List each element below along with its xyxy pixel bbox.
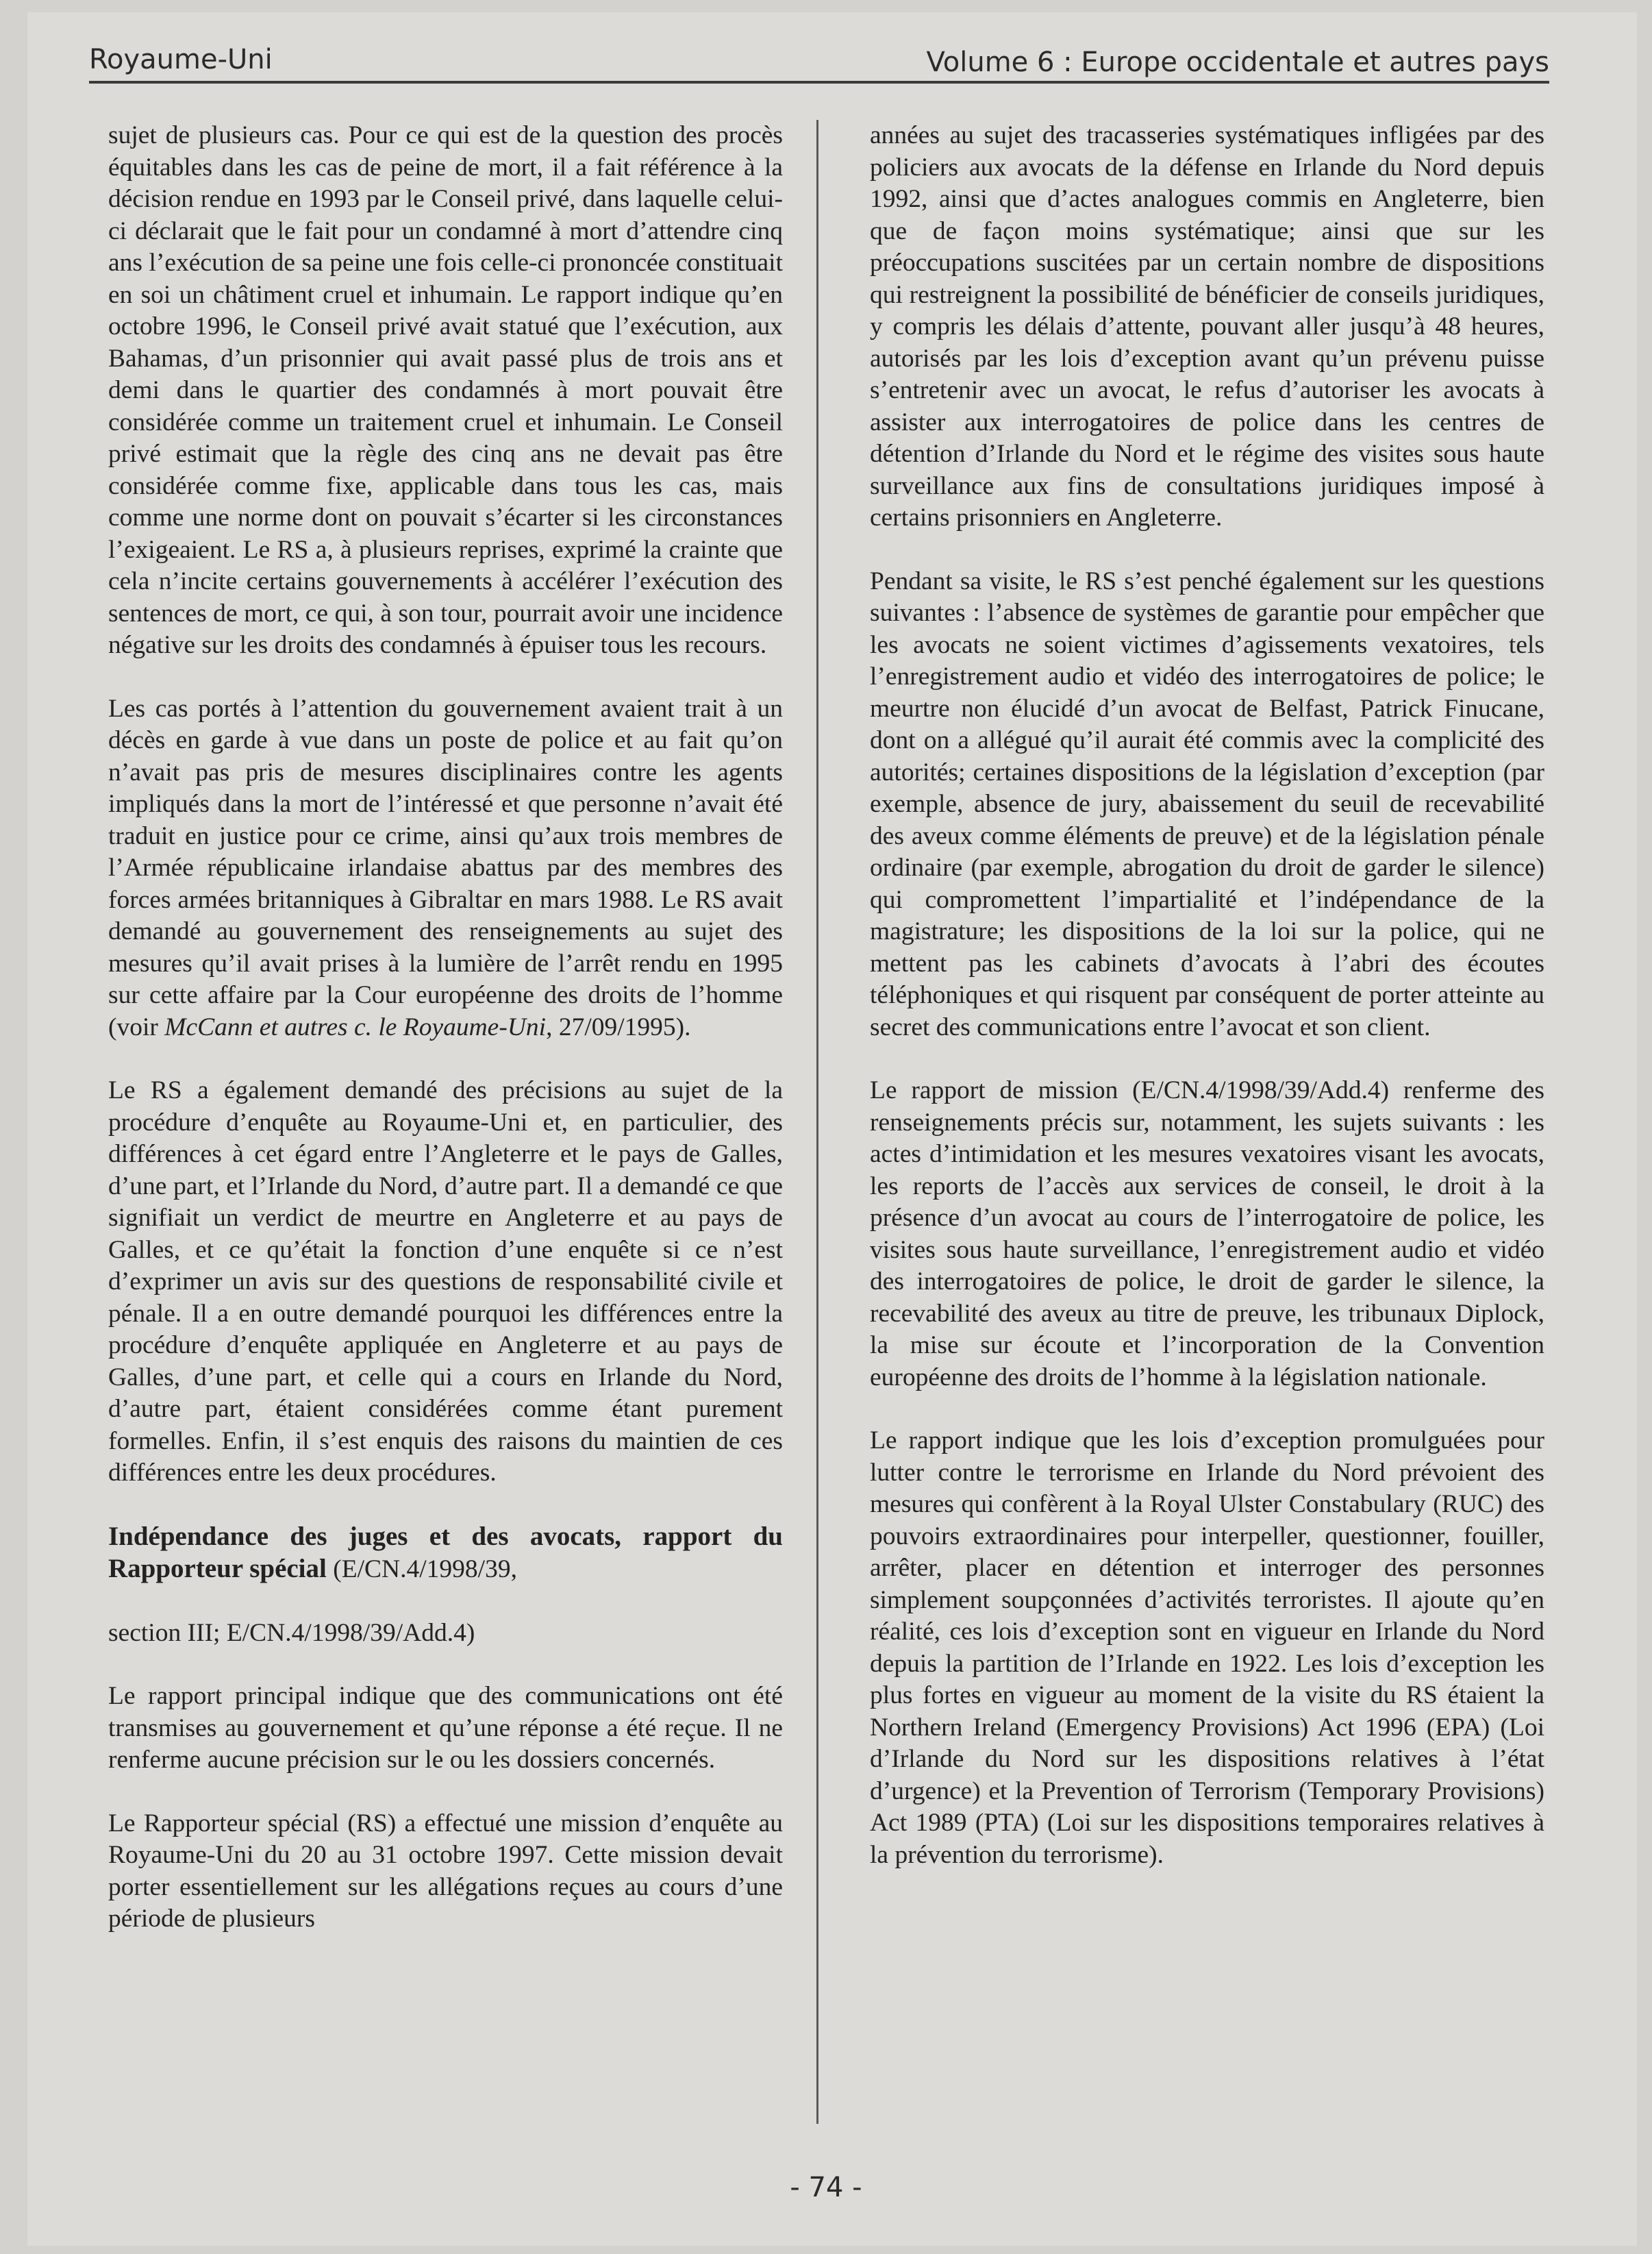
paragraph: années au sujet des tracasseries systématiques infligées par des policiers aux avocats de la défense en Irlande du Nord depuis 1992, ainsi que d’actes analogues commis en Angleterre, bien que de façon moins systématique; ainsi que sur les préoccupations suscitées par un certain nombre de dispositions qui restreignent la possibilité de bénéficier de conseils juridiques, y compris les délais d’attente, pouvant aller jusqu’à 48 heures, autorisés par les lois d’exception avant qu’un prévenu puisse s’entretenir avec un avocat, le refus d’autoriser les avocats à assister aux interrogatoires de police dans les centres de détention d’Irlande du Nord et le régime des visites sous haute surveillance aux fins de consultations juridiques imposé à certains prisonniers en Angleterre. bbox=[870, 121, 1544, 532]
section-heading-title: Indépendance des juges et des avocats, rapport du Rapporteur spécial bbox=[108, 1521, 783, 1583]
paragraph-text: Les cas portés à l’attention du gouvernement avaient trait à un décès en garde à vue dans un poste de police et au fait qu’on n’avait pas pris de mesures disciplinaires contre les agents impliqués dans la mort de l’intéressé et que personne n’avait été traduit en justice pour ce crime, ainsi qu’aux trois membres de l’Armée républicaine irlandaise abattus par des membres des forces armées britanniques à Gibraltar en mars 1988. Le RS avait demandé au gouvernement des renseignements au sujet des mesures qu’il avait prises à la lumière de l’arrêt rendu en 1995 sur cette affaire par la Cour européenne des droits de l’homme (voir bbox=[108, 694, 783, 1041]
right-column bbox=[870, 120, 1544, 1903]
paragraph: Le RS a également demandé des précisions au sujet de la procédure d’enquête au Royaume-Uni et, en particulier, des différences à cet égard entre l’Angleterre et le pays de Galles, d’une part, et l’Irlande du Nord, d’autre part. Il a demandé ce que signifiait un verdict de meurtre en Angleterre et au pays de Galles, et ce qu’était la fonction d’une enquête si ce n’est d’exprimer un avis sur des questions de responsabilité civile et pénale. Il a en outre demandé pourquoi les différences entre la procédure d’enquête appliquée en Angleterre et au pays de Galles, d’une part, et celle qui a cours en Irlande du Nord, d’autre part, étaient considérées comme étant purement formelles. Enfin, il s’est enquis des raisons du maintien de ces différences entre les deux procédures. bbox=[108, 1076, 783, 1487]
section-heading-reference: (E/CN.4/1998/39, bbox=[326, 1555, 517, 1583]
paragraph: Le rapport de mission (E/CN.4/1998/39/Add.4) renferme des renseignements précis sur, notamment, les sujets suivants : les actes d’intimidation et les mesures vexatoires visant les avocats, les reports de l’accès aux services de conseil, le droit à la présence d’un avocat au cours de l’interrogatoire de police, les visites sous haute surveillance, l’enregistrement audio et vidéo des interrogatoires de police, le droit de garder le silence, la recevabilité des aveux au titre de preuve, les tribunaux Diplock, la mise sur écoute et l’incorporation de la Convention européenne des droits de l’homme à la législation nationale. bbox=[870, 1076, 1544, 1391]
header-volume: Volume 6 : Europe occidentale et autres pays bbox=[926, 47, 1549, 78]
paragraph: sujet de plusieurs cas. Pour ce qui est de la question des procès équitables dans les cas de peine de mort, il a fait référence à la décision rendue en 1993 par le Conseil privé, dans laquelle celui-ci déclarait que le fait pour un condamné à mort d’attendre cinq ans l’exécution de sa peine une fois celle-ci prononcée constituait en soi un châtiment cruel et inhumain. Le rapport indique qu’en octobre 1996, le Conseil privé avait statué que l’exécution, aux Bahamas, d’un prisonnier qui avait passé plus de trois ans et demi dans le quartier des condamnés à mort pouvait être considérée comme un traitement cruel et inhumain. Le Conseil privé estimait que la règle des cinq ans ne devait pas être considérée comme fixe, applicable dans tous les cas, mais comme une norme dont on pouvait s’écarter si les circonstances l’exigeaient. Le RS a, à plusieurs reprises, exprimé la crainte que cela n’incite certains gouvernements à accélérer l’exécution des sentences de mort, ce qui, à son tour, pourrait avoir une incidence négative sur les droits des condamnés à épuiser tous les recours. bbox=[108, 121, 783, 659]
paragraph: Le rapport indique que les lois d’exception promulguées pour lutter contre le terrorisme en Irlande du Nord prévoient des mesures qui confèrent à la Royal Ulster Constabulary (RUC) des pouvoirs extraordinaires pour interpeller, questionner, fouiller, arrêter, placer en détention et interroger des personnes simplement soupçonnées d’activités terroristes. Il ajoute qu’en réalité, ces lois d’exception sont en vigueur en Irlande du Nord depuis la partition de l’Irlande en 1922. Les lois d’exception les plus fortes en vigueur au moment de la visite du RS étaient la Northern Ireland (Emergency Provisions) Act 1996 (EPA) (Loi d’Irlande du Nord sur les dispositions relatives à l’état d’urgence) et la Prevention of Terrorism (Temporary Provisions) Act 1989 (PTA) (Loi sur les dispositions temporaires relatives à la prévention du terrorisme). bbox=[870, 1426, 1544, 1869]
paragraph: Le rapport principal indique que des communications ont été transmises au gouvernement et qu’une réponse a été reçue. Il ne renferme aucune précision sur le ou les dossiers concernés. bbox=[108, 1682, 783, 1774]
paragraph: Le Rapporteur spécial (RS) a effectué une mission d’enquête au Royaume-Uni du 20 au 31 octobre 1997. Cette mission devait porter essentiellement sur les allégations reçues au cours d’une période de plusieurs bbox=[108, 1809, 783, 1933]
paragraph-text: , 27/09/1995). bbox=[546, 1013, 691, 1041]
paragraph bbox=[108, 693, 783, 1044]
section-heading bbox=[108, 1521, 783, 1586]
running-header bbox=[89, 26, 1549, 84]
page-number: - 74 - bbox=[790, 2172, 862, 2203]
column-divider bbox=[816, 120, 818, 2124]
section-heading-reference-cont: section III; E/CN.4/1998/39/Add.4) bbox=[108, 1618, 475, 1647]
case-citation: McCann et autres c. le Royaume-Uni bbox=[164, 1013, 547, 1041]
header-country: Royaume-Uni bbox=[89, 44, 273, 75]
paragraph: Pendant sa visite, le RS s’est penché également sur les questions suivantes : l’absence de systèmes de garantie pour empêcher que les avocats ne soient victimes d’agissements vexatoires, tels l’enregistrement audio et vidéo des interrogatoires de police; le meurtre non élucidé d’un avocat de Belfast, Patrick Finucane, dont on a allégué qu’il aurait été commis avec la complicité des autorités; certaines dispositions de la législation d’exception (par exemple, absence de jury, abaissement du seuil de recevabilité des aveux comme éléments de preuve) et de la législation pénale ordinaire (par exemple, abrogation du droit de garder le silence) qui compromettent l’impartialité et l’indépendance de la magistrature; les dispositions de la loi sur la police, qui ne mettent pas les cabinets d’avocats à l’abri des écoutes téléphoniques et qui risquent par conséquent de porter atteinte au secret des communications entre l’avocat et son client. bbox=[870, 567, 1544, 1041]
left-column bbox=[108, 120, 783, 1967]
